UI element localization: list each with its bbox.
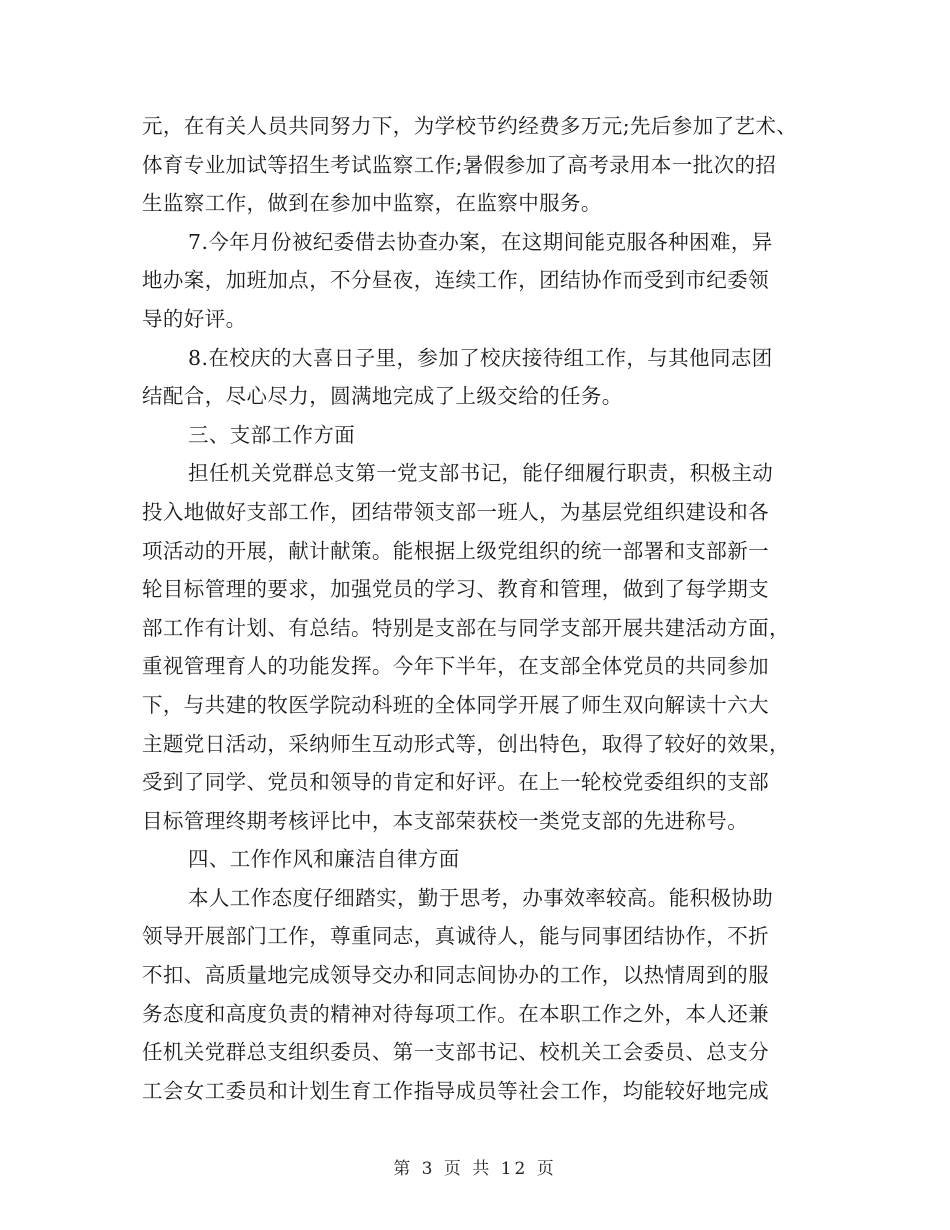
text-line: 8.在校庆的大喜日子里，参加了校庆接待组工作，与其他同志团 — [188, 345, 773, 370]
text-line: 生监察工作，做到在参加中监察，在监察中服务。 — [142, 191, 602, 216]
text-line: 投入地做好支部工作，团结带领支部一班人，为基层党组织建设和各 — [142, 499, 769, 524]
text-line: 务态度和高度负责的精神对待每项工作。在本职工作之外，本人还兼 — [142, 1001, 769, 1026]
text-line: 工会女工委员和计划生育工作指导成员等社会工作，均能较好地完成 — [142, 1078, 769, 1103]
text-line: 体育专业加试等招生考试监察工作;暑假参加了高考录用本一批次的招 — [142, 152, 777, 177]
page-footer: 第 3 页 共 12 页 — [393, 1159, 557, 1179]
text-line: 7.今年月份被纪委借去协查办案，在这期间能克服各种困难，异 — [188, 229, 773, 254]
text-line: 部工作有计划、有总结。特别是支部在与同学支部开展共建活动方面， — [142, 615, 790, 640]
text-line: 重视管理育人的功能发挥。今年下半年，在支部全体党员的共同参加 — [142, 654, 769, 679]
document-body — [142, 107, 812, 1110]
text-line: 结配合，尽心尽力，圆满地完成了上级交给的任务。 — [142, 384, 623, 409]
text-line: 元，在有关人员共同努力下，为学校节约经费多万元;先后参加了艺术、 — [142, 114, 798, 138]
text-line: 领导开展部门工作，尊重同志，真诚待人，能与同事团结协作，不折 — [142, 924, 769, 949]
text-line: 项活动的开展，献计献策。能根据上级党组织的统一部署和支部新一 — [142, 538, 769, 563]
text-line: 受到了同学、党员和领导的肯定和好评。在上一轮校党委组织的支部 — [142, 770, 769, 795]
text-line: 不扣、高质量地完成领导交办和同志间协办的工作，以热情周到的服 — [142, 963, 769, 988]
text-line: 任机关党群总支组织委员、第一支部书记、校机关工会委员、总支分 — [142, 1040, 769, 1065]
text-line: 本人工作态度仔细踏实，勤于思考，办事效率较高。能积极协助 — [188, 885, 774, 910]
text-line: 三、支部工作方面 — [188, 422, 356, 447]
text-line: 导的好评。 — [142, 306, 247, 331]
text-line: 四、工作作风和廉洁自律方面 — [188, 847, 460, 872]
text-line: 地办案，加班加点，不分昼夜，连续工作，团结协作而受到市纪委领 — [142, 268, 769, 293]
text-line: 目标管理终期考核评比中，本支部荣获校一类党支部的先进称号。 — [142, 808, 749, 833]
text-line: 下，与共建的牧医学院动科班的全体同学开展了师生双向解读十六大 — [142, 692, 769, 717]
text-line: 轮目标管理的要求，加强党员的学习、教育和管理，做到了每学期支 — [142, 577, 769, 602]
text-line: 担任机关党群总支第一党支部书记，能仔细履行职责，积极主动 — [188, 461, 774, 486]
text-line: 主题党日活动，采纳师生互动形式等，创出特色，取得了较好的效果， — [142, 731, 790, 756]
